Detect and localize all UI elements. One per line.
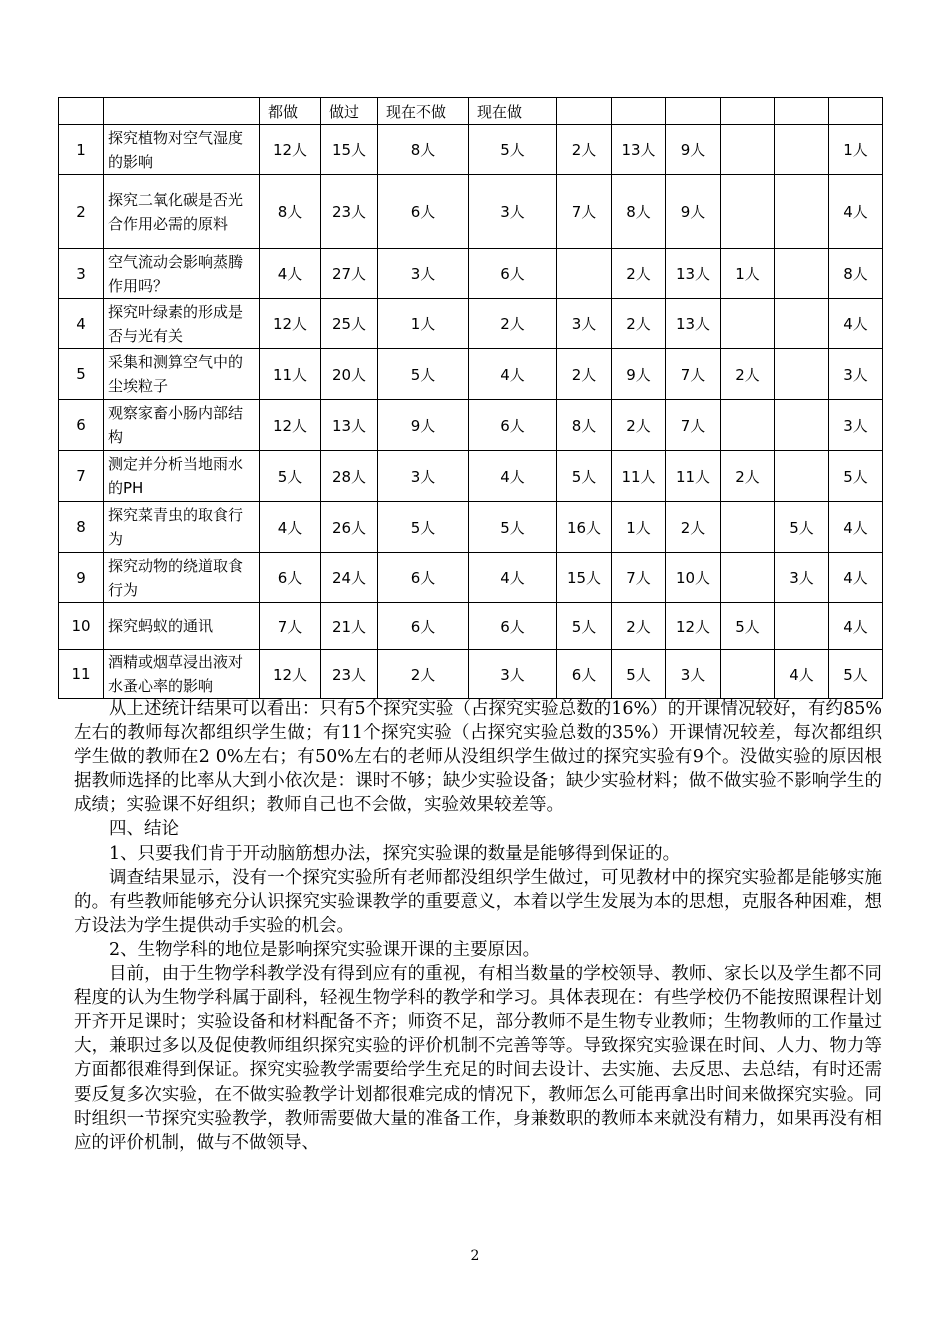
experiment-name: 探究二氧化碳是否光合作用必需的原料 (104, 175, 260, 249)
count-cell: 5人 (469, 502, 557, 553)
count-cell: 6人 (557, 650, 612, 699)
count-cell (775, 175, 829, 249)
body-text (74, 697, 882, 1155)
table-row (59, 349, 883, 400)
row-index: 2 (59, 175, 104, 249)
paragraph-subject-status: 目前，由于生物学科教学没有得到应有的重视，有相当数量的学校领导、教师、家长以及学生都不同程度的认为生物学科属于副科，轻视生物学科的教学和学习。具体表现在：有些学校仍不能按照课程计划开齐开足课时；实验设备和材料配备不齐；师资不足，部分教师不是生物专业教师；生物教师的工作量过大，兼职过多以及促使教师组织探究实验的评价机制不完善等等。导致探究实验课在时间、人力、物力等方面都很难得到保证。探究实验教学需要给学生充足的时间去设计、去实施、去反思、去总结，有时还需要反复多次实验，在不做实验教学计划都很难完成的情况下，教师怎么可能再拿出时间来做探究实验。同时组织一节探究实验教学，教师需要做大量的准备工作，身兼数职的教师本来就没有精力，如果再没有相应的评价机制，做与不做领导、 (74, 964, 882, 1153)
count-cell: 7人 (557, 175, 612, 249)
count-cell: 4人 (829, 603, 883, 650)
count-cell (775, 349, 829, 400)
count-cell: 2人 (612, 249, 666, 299)
count-cell: 8人 (829, 249, 883, 299)
count-cell: 4人 (260, 502, 321, 553)
row-index: 3 (59, 249, 104, 299)
count-cell: 1人 (721, 249, 775, 299)
row-index: 10 (59, 603, 104, 650)
row-index: 6 (59, 400, 104, 451)
experiment-name: 探究植物对空气湿度的影响 (104, 125, 260, 175)
count-cell: 2人 (666, 502, 721, 553)
count-cell: 4人 (469, 553, 557, 603)
count-cell: 7人 (666, 400, 721, 451)
count-cell: 6人 (260, 553, 321, 603)
count-cell (721, 175, 775, 249)
header-cell (557, 98, 612, 125)
count-cell: 4人 (260, 249, 321, 299)
count-cell: 12人 (260, 400, 321, 451)
header-cell: 现在不做 (378, 98, 469, 125)
row-index: 7 (59, 451, 104, 502)
count-cell (557, 249, 612, 299)
count-cell: 15人 (557, 553, 612, 603)
paragraph-survey-result: 调查结果显示，没有一个探究实验所有老师都没组织学生做过，可见教材中的探究实验都是能够实施的。有些教师能够充分认识探究实验课教学的重要意义，本着以学生发展为本的思想，克服各种困难，想方设法为学生提供动手实验的机会。 (74, 867, 882, 936)
count-cell: 10人 (666, 553, 721, 603)
experiment-name: 探究菜青虫的取食行为 (104, 502, 260, 553)
count-cell: 4人 (469, 349, 557, 400)
count-cell: 13人 (321, 400, 378, 451)
count-cell: 8人 (612, 175, 666, 249)
count-cell: 3人 (666, 650, 721, 699)
header-cell (612, 98, 666, 125)
header-cell (829, 98, 883, 125)
table-row (59, 175, 883, 249)
header-cell (775, 98, 829, 125)
count-cell: 21人 (321, 603, 378, 650)
experiment-name: 空气流动会影响蒸腾作用吗？ (104, 249, 260, 299)
experiment-name: 探究动物的绕道取食行为 (104, 553, 260, 603)
count-cell: 3人 (557, 299, 612, 349)
count-cell: 23人 (321, 650, 378, 699)
count-cell: 27人 (321, 249, 378, 299)
count-cell: 6人 (378, 553, 469, 603)
count-cell (721, 502, 775, 553)
count-cell: 2人 (469, 299, 557, 349)
conclusion-point-1: 1、只要我们肯于开动脑筋想办法，探究实验课的数量是能够得到保证的。 (109, 843, 681, 864)
count-cell: 2人 (612, 299, 666, 349)
count-cell: 3人 (469, 175, 557, 249)
table-body (59, 125, 883, 699)
count-cell: 5人 (612, 650, 666, 699)
section-heading-conclusion: 四、结论 (109, 819, 179, 840)
row-index: 9 (59, 553, 104, 603)
count-cell (775, 400, 829, 451)
count-cell: 6人 (378, 603, 469, 650)
count-cell: 5人 (829, 451, 883, 502)
count-cell: 15人 (321, 125, 378, 175)
count-cell: 3人 (829, 349, 883, 400)
count-cell: 7人 (612, 553, 666, 603)
count-cell (721, 125, 775, 175)
header-cell (104, 98, 260, 125)
count-cell: 2人 (557, 349, 612, 400)
count-cell: 3人 (829, 400, 883, 451)
count-cell: 8人 (557, 400, 612, 451)
table-row (59, 249, 883, 299)
count-cell: 9人 (666, 175, 721, 249)
count-cell: 1人 (612, 502, 666, 553)
count-cell: 13人 (612, 125, 666, 175)
count-cell: 24人 (321, 553, 378, 603)
count-cell: 3人 (378, 249, 469, 299)
experiment-name: 测定并分析当地雨水的PH (104, 451, 260, 502)
count-cell: 9人 (378, 400, 469, 451)
count-cell (721, 299, 775, 349)
count-cell: 23人 (321, 175, 378, 249)
count-cell: 3人 (775, 553, 829, 603)
table-row (59, 125, 883, 175)
count-cell: 2人 (612, 603, 666, 650)
count-cell: 5人 (469, 125, 557, 175)
header-cell (666, 98, 721, 125)
count-cell (775, 125, 829, 175)
count-cell: 6人 (469, 400, 557, 451)
count-cell: 4人 (829, 553, 883, 603)
count-cell: 5人 (378, 349, 469, 400)
experiment-name: 采集和测算空气中的尘埃粒子 (104, 349, 260, 400)
count-cell: 7人 (260, 603, 321, 650)
table-row (59, 553, 883, 603)
count-cell: 28人 (321, 451, 378, 502)
count-cell (721, 553, 775, 603)
count-cell: 11人 (666, 451, 721, 502)
row-index: 1 (59, 125, 104, 175)
count-cell (775, 603, 829, 650)
count-cell: 11人 (612, 451, 666, 502)
count-cell: 4人 (829, 299, 883, 349)
count-cell (721, 400, 775, 451)
table-row (59, 603, 883, 650)
count-cell: 8人 (260, 175, 321, 249)
count-cell: 4人 (775, 650, 829, 699)
count-cell: 12人 (260, 299, 321, 349)
conclusion-point-2: 2、生物学科的地位是影响探究实验课开课的主要原因。 (109, 939, 541, 960)
count-cell: 5人 (557, 451, 612, 502)
count-cell: 20人 (321, 349, 378, 400)
row-index: 11 (59, 650, 104, 699)
count-cell: 6人 (378, 175, 469, 249)
count-cell: 2人 (721, 349, 775, 400)
count-cell: 2人 (378, 650, 469, 699)
count-cell: 9人 (612, 349, 666, 400)
survey-table (58, 97, 883, 699)
count-cell: 13人 (666, 249, 721, 299)
header-cell: 做过 (321, 98, 378, 125)
header-cell (59, 98, 104, 125)
count-cell: 6人 (469, 603, 557, 650)
count-cell: 3人 (469, 650, 557, 699)
count-cell (775, 451, 829, 502)
count-cell: 5人 (721, 603, 775, 650)
page-number: 2 (470, 1248, 480, 1264)
row-index: 4 (59, 299, 104, 349)
count-cell (721, 650, 775, 699)
count-cell: 4人 (829, 502, 883, 553)
table-row (59, 451, 883, 502)
table-row (59, 502, 883, 553)
count-cell: 16人 (557, 502, 612, 553)
count-cell: 5人 (557, 603, 612, 650)
count-cell: 4人 (469, 451, 557, 502)
count-cell (775, 249, 829, 299)
count-cell: 1人 (378, 299, 469, 349)
count-cell (775, 299, 829, 349)
count-cell: 5人 (378, 502, 469, 553)
count-cell: 3人 (378, 451, 469, 502)
table-row (59, 400, 883, 451)
header-cell: 现在做 (469, 98, 557, 125)
count-cell: 12人 (260, 125, 321, 175)
count-cell: 12人 (260, 650, 321, 699)
row-index: 5 (59, 349, 104, 400)
count-cell: 12人 (666, 603, 721, 650)
count-cell: 5人 (829, 650, 883, 699)
count-cell: 8人 (378, 125, 469, 175)
count-cell: 2人 (612, 400, 666, 451)
table-row (59, 299, 883, 349)
count-cell: 2人 (557, 125, 612, 175)
count-cell: 5人 (775, 502, 829, 553)
count-cell: 5人 (260, 451, 321, 502)
experiment-name: 酒精或烟草浸出液对水蚤心率的影响 (104, 650, 260, 699)
count-cell: 11人 (260, 349, 321, 400)
count-cell: 4人 (829, 175, 883, 249)
header-cell (721, 98, 775, 125)
paragraph-summary: 从上述统计结果可以看出：只有5个探究实验（占探究实验总数的16%）的开课情况较好，有约85%左右的教师每次都组织学生做；有11个探究实验（占探究实验总数的35%）开课情况较差，每次都组织学生做的教师在2 0%左右；有50%左右的老师从没组织学生做过的探究实验有9个。没做实验的原因根据教师选择的比率从大到小依次是：课时不够；缺少实验设备；缺少实验材料；做不做实验不影响学生的成绩；实验课不好组织；教师自己也不会做，实验效果较差等。 (74, 699, 882, 816)
table-row (59, 650, 883, 699)
experiment-name: 观察家畜小肠内部结构 (104, 400, 260, 451)
experiment-name: 探究蚂蚁的通讯 (104, 603, 260, 650)
row-index: 8 (59, 502, 104, 553)
count-cell: 9人 (666, 125, 721, 175)
count-cell: 1人 (829, 125, 883, 175)
header-cell: 都做 (260, 98, 321, 125)
count-cell: 2人 (721, 451, 775, 502)
count-cell: 7人 (666, 349, 721, 400)
count-cell: 13人 (666, 299, 721, 349)
count-cell: 25人 (321, 299, 378, 349)
count-cell: 26人 (321, 502, 378, 553)
table-header-row (59, 98, 883, 125)
experiment-name: 探究叶绿素的形成是否与光有关 (104, 299, 260, 349)
count-cell: 6人 (469, 249, 557, 299)
